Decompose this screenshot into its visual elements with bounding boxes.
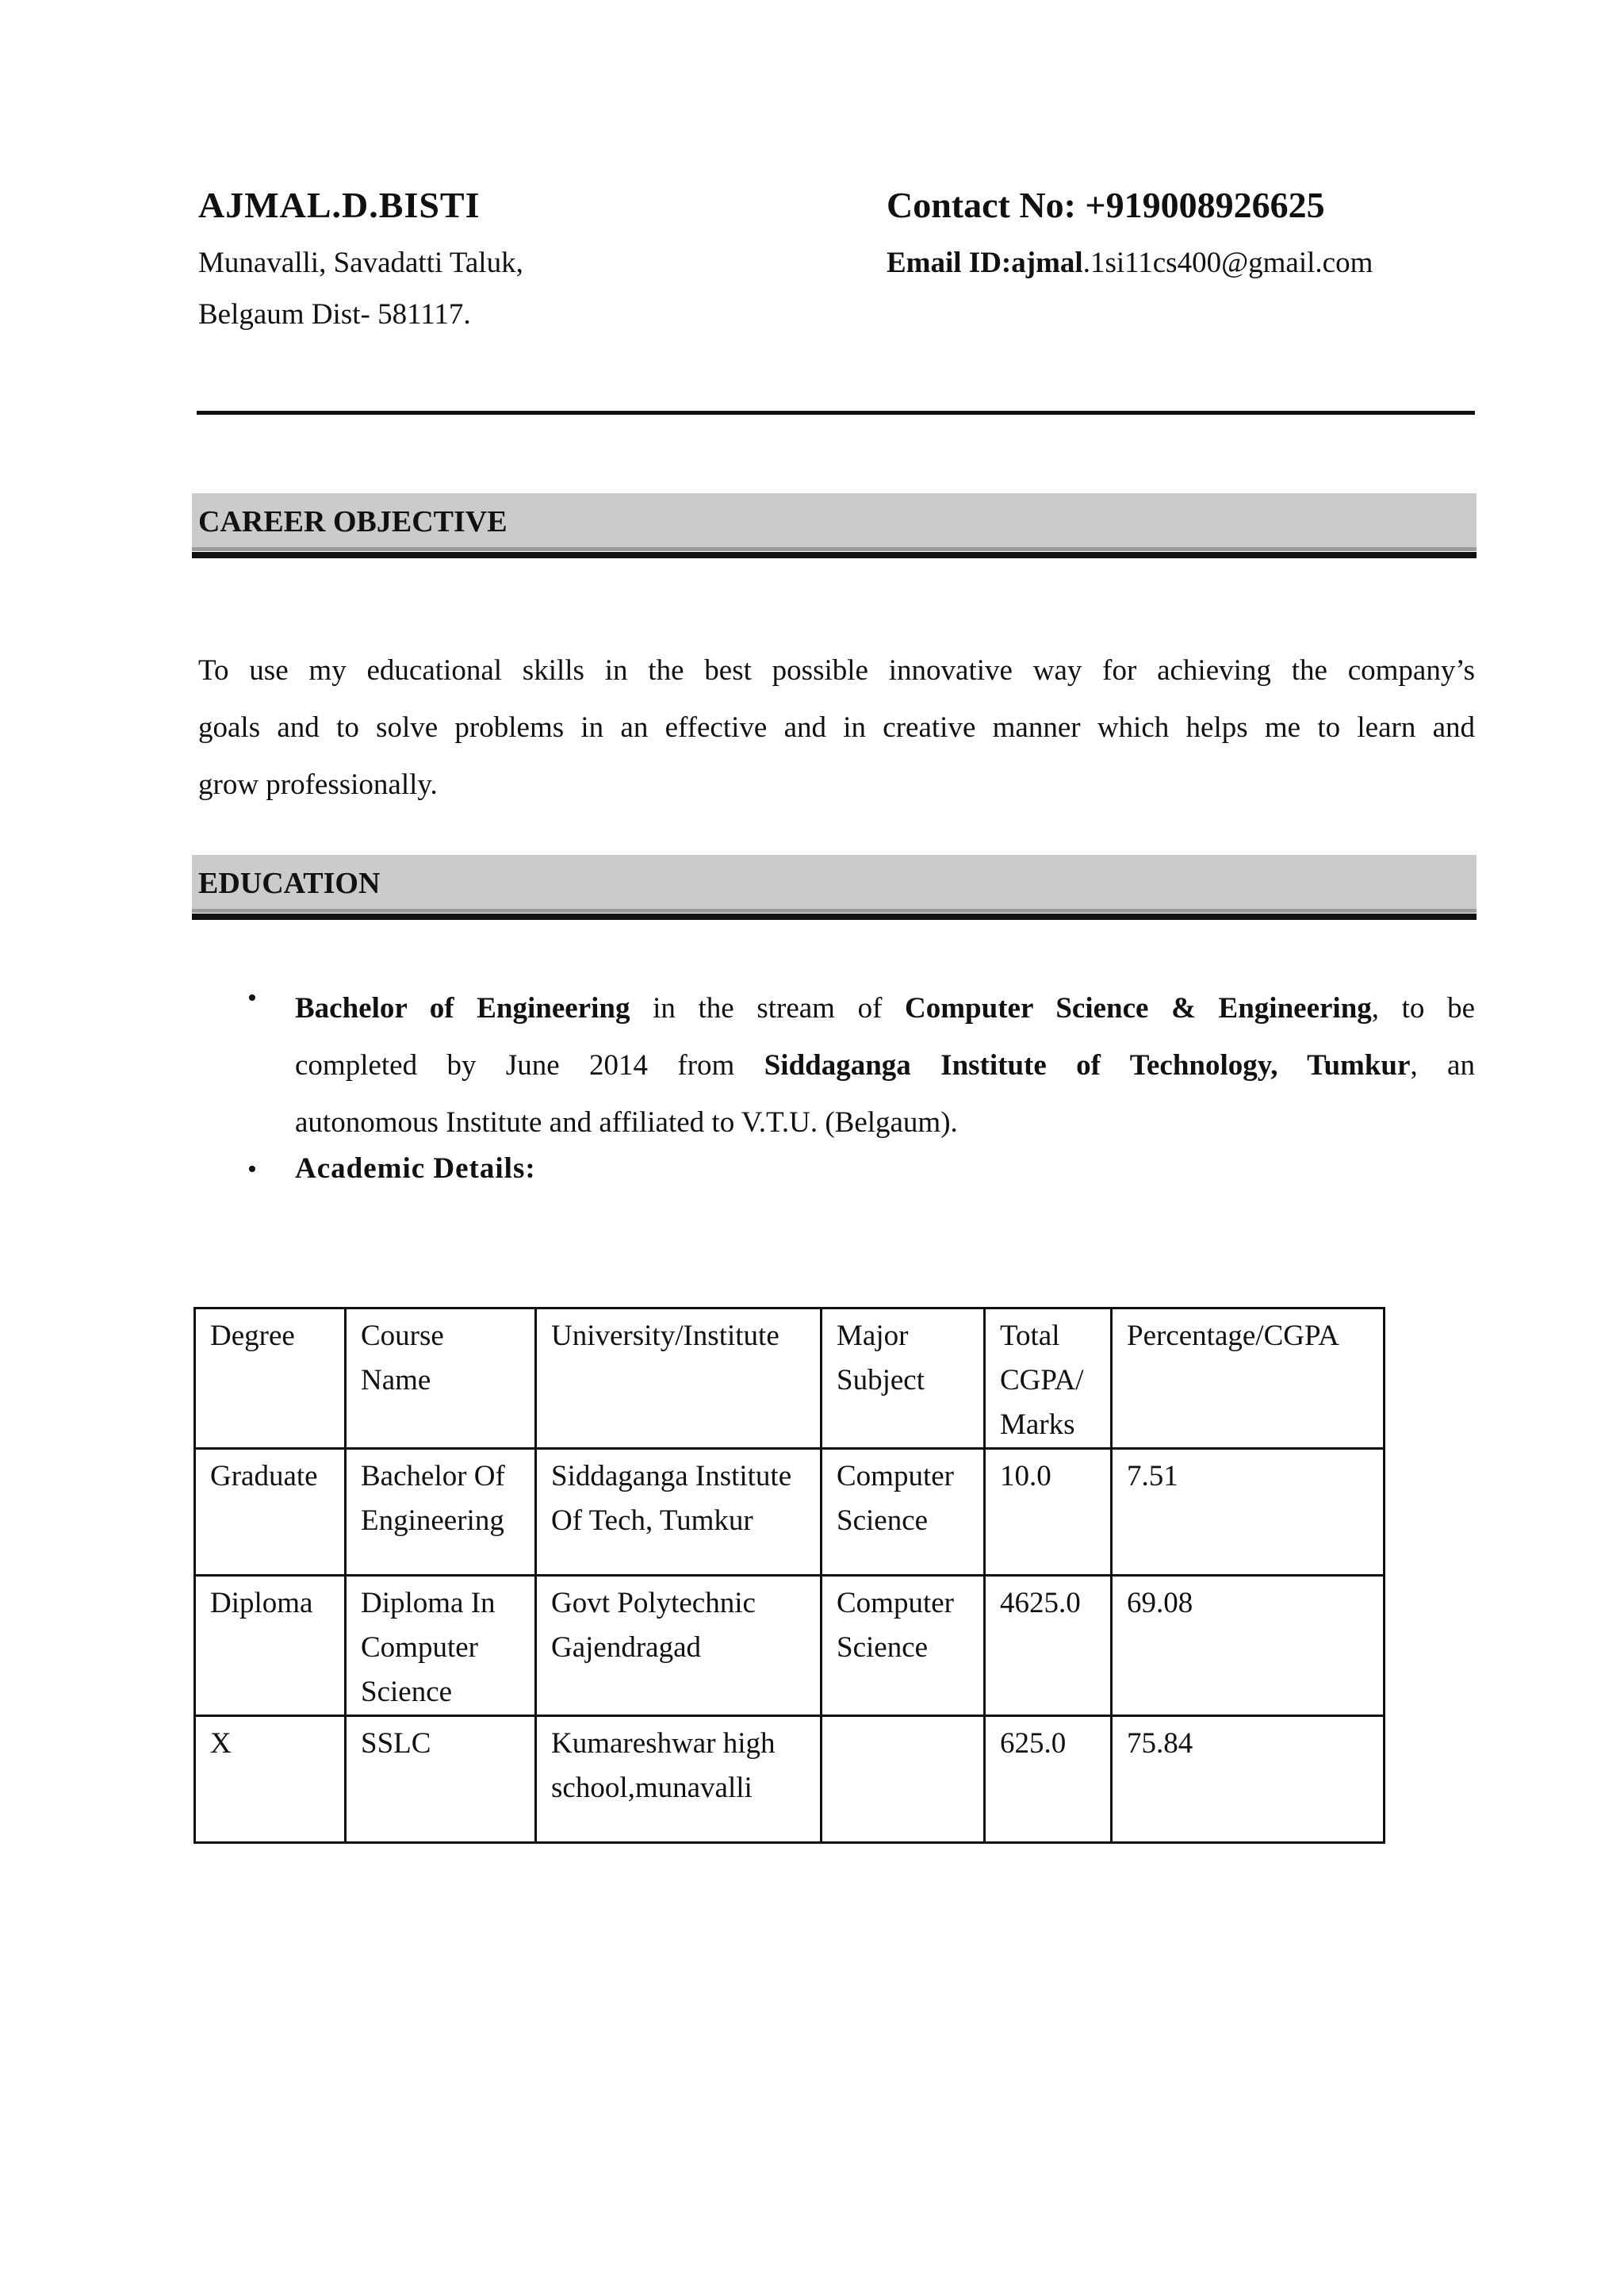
bullet-icon: • bbox=[247, 983, 257, 1013]
table-row bbox=[195, 1716, 1385, 1843]
education-heading bbox=[192, 855, 1477, 921]
table-cell: 10.0 bbox=[985, 1449, 1112, 1576]
address-line-2: Belgaum Dist- 581117. bbox=[198, 298, 471, 331]
table-header-cell: University/Institute bbox=[536, 1308, 822, 1449]
objective-line-1: To use my educational skills in the best possible innovative way for achieving the company’s bbox=[198, 654, 1475, 687]
table-cell: 75.84 bbox=[1112, 1716, 1385, 1843]
table-cell: Bachelor Of Engineering bbox=[346, 1449, 536, 1576]
table-header-cell: Course Name bbox=[346, 1308, 536, 1449]
header-divider bbox=[197, 411, 1475, 415]
education-line-2: completed by June 2014 from Siddaganga Institute of Technology, Tumkur, an bbox=[295, 1049, 1475, 1082]
table-cell: Diploma In Computer Science bbox=[346, 1576, 536, 1716]
table-header-cell: Degree bbox=[195, 1308, 346, 1449]
table-header-cell: Percentage/CGPA bbox=[1112, 1308, 1385, 1449]
table-header-row bbox=[195, 1308, 1385, 1449]
career-objective-heading bbox=[192, 493, 1477, 560]
table-cell: Kumareshwar high school,munavalli bbox=[536, 1716, 822, 1843]
table-cell: Diploma bbox=[195, 1576, 346, 1716]
table-cell: 7.51 bbox=[1112, 1449, 1385, 1576]
table-cell: 4625.0 bbox=[985, 1576, 1112, 1716]
table-header-cell: Major Subject bbox=[822, 1308, 985, 1449]
education-line-3: autonomous Institute and affiliated to V.T.U. (Belgaum). bbox=[295, 1106, 958, 1139]
table-cell: Graduate bbox=[195, 1449, 346, 1576]
table-row bbox=[195, 1449, 1385, 1576]
table-cell: X bbox=[195, 1716, 346, 1843]
table-cell: SSLC bbox=[346, 1716, 536, 1843]
table-cell: 69.08 bbox=[1112, 1576, 1385, 1716]
academic-details-label: Academic Details: bbox=[295, 1152, 536, 1185]
table-header-cell: Total CGPA/ Marks bbox=[985, 1308, 1112, 1449]
academic-details-table bbox=[193, 1307, 1385, 1844]
table-cell bbox=[822, 1716, 985, 1843]
bullet-icon: • bbox=[247, 1155, 257, 1184]
email-user: ajmal bbox=[1011, 247, 1083, 279]
table-cell: Computer Science bbox=[822, 1576, 985, 1716]
table-cell: Govt Polytechnic Gajendragad bbox=[536, 1576, 822, 1716]
education-line-1: Bachelor of Engineering in the stream of Computer Science & Engineering, to be bbox=[295, 992, 1475, 1025]
table-row bbox=[195, 1576, 1385, 1716]
objective-line-2: goals and to solve problems in an effective and in creative manner which helps me to learn and bbox=[198, 711, 1475, 744]
email bbox=[887, 246, 1373, 280]
career-objective-title: CAREER OBJECTIVE bbox=[198, 505, 508, 538]
table-cell: Siddaganga Institute Of Tech, Tumkur bbox=[536, 1449, 822, 1576]
objective-line-3: grow professionally. bbox=[198, 768, 438, 801]
education-title: EDUCATION bbox=[198, 867, 381, 900]
table-cell: 625.0 bbox=[985, 1716, 1112, 1843]
address-line-1: Munavalli, Savadatti Taluk, bbox=[198, 247, 523, 279]
table-cell: Computer Science bbox=[822, 1449, 985, 1576]
contact-number: Contact No: +919008926625 bbox=[887, 185, 1325, 225]
candidate-name: AJMAL.D.BISTI bbox=[198, 185, 481, 225]
email-label: Email ID: bbox=[887, 247, 1012, 279]
email-domain: .1si11cs400@gmail.com bbox=[1082, 247, 1373, 279]
